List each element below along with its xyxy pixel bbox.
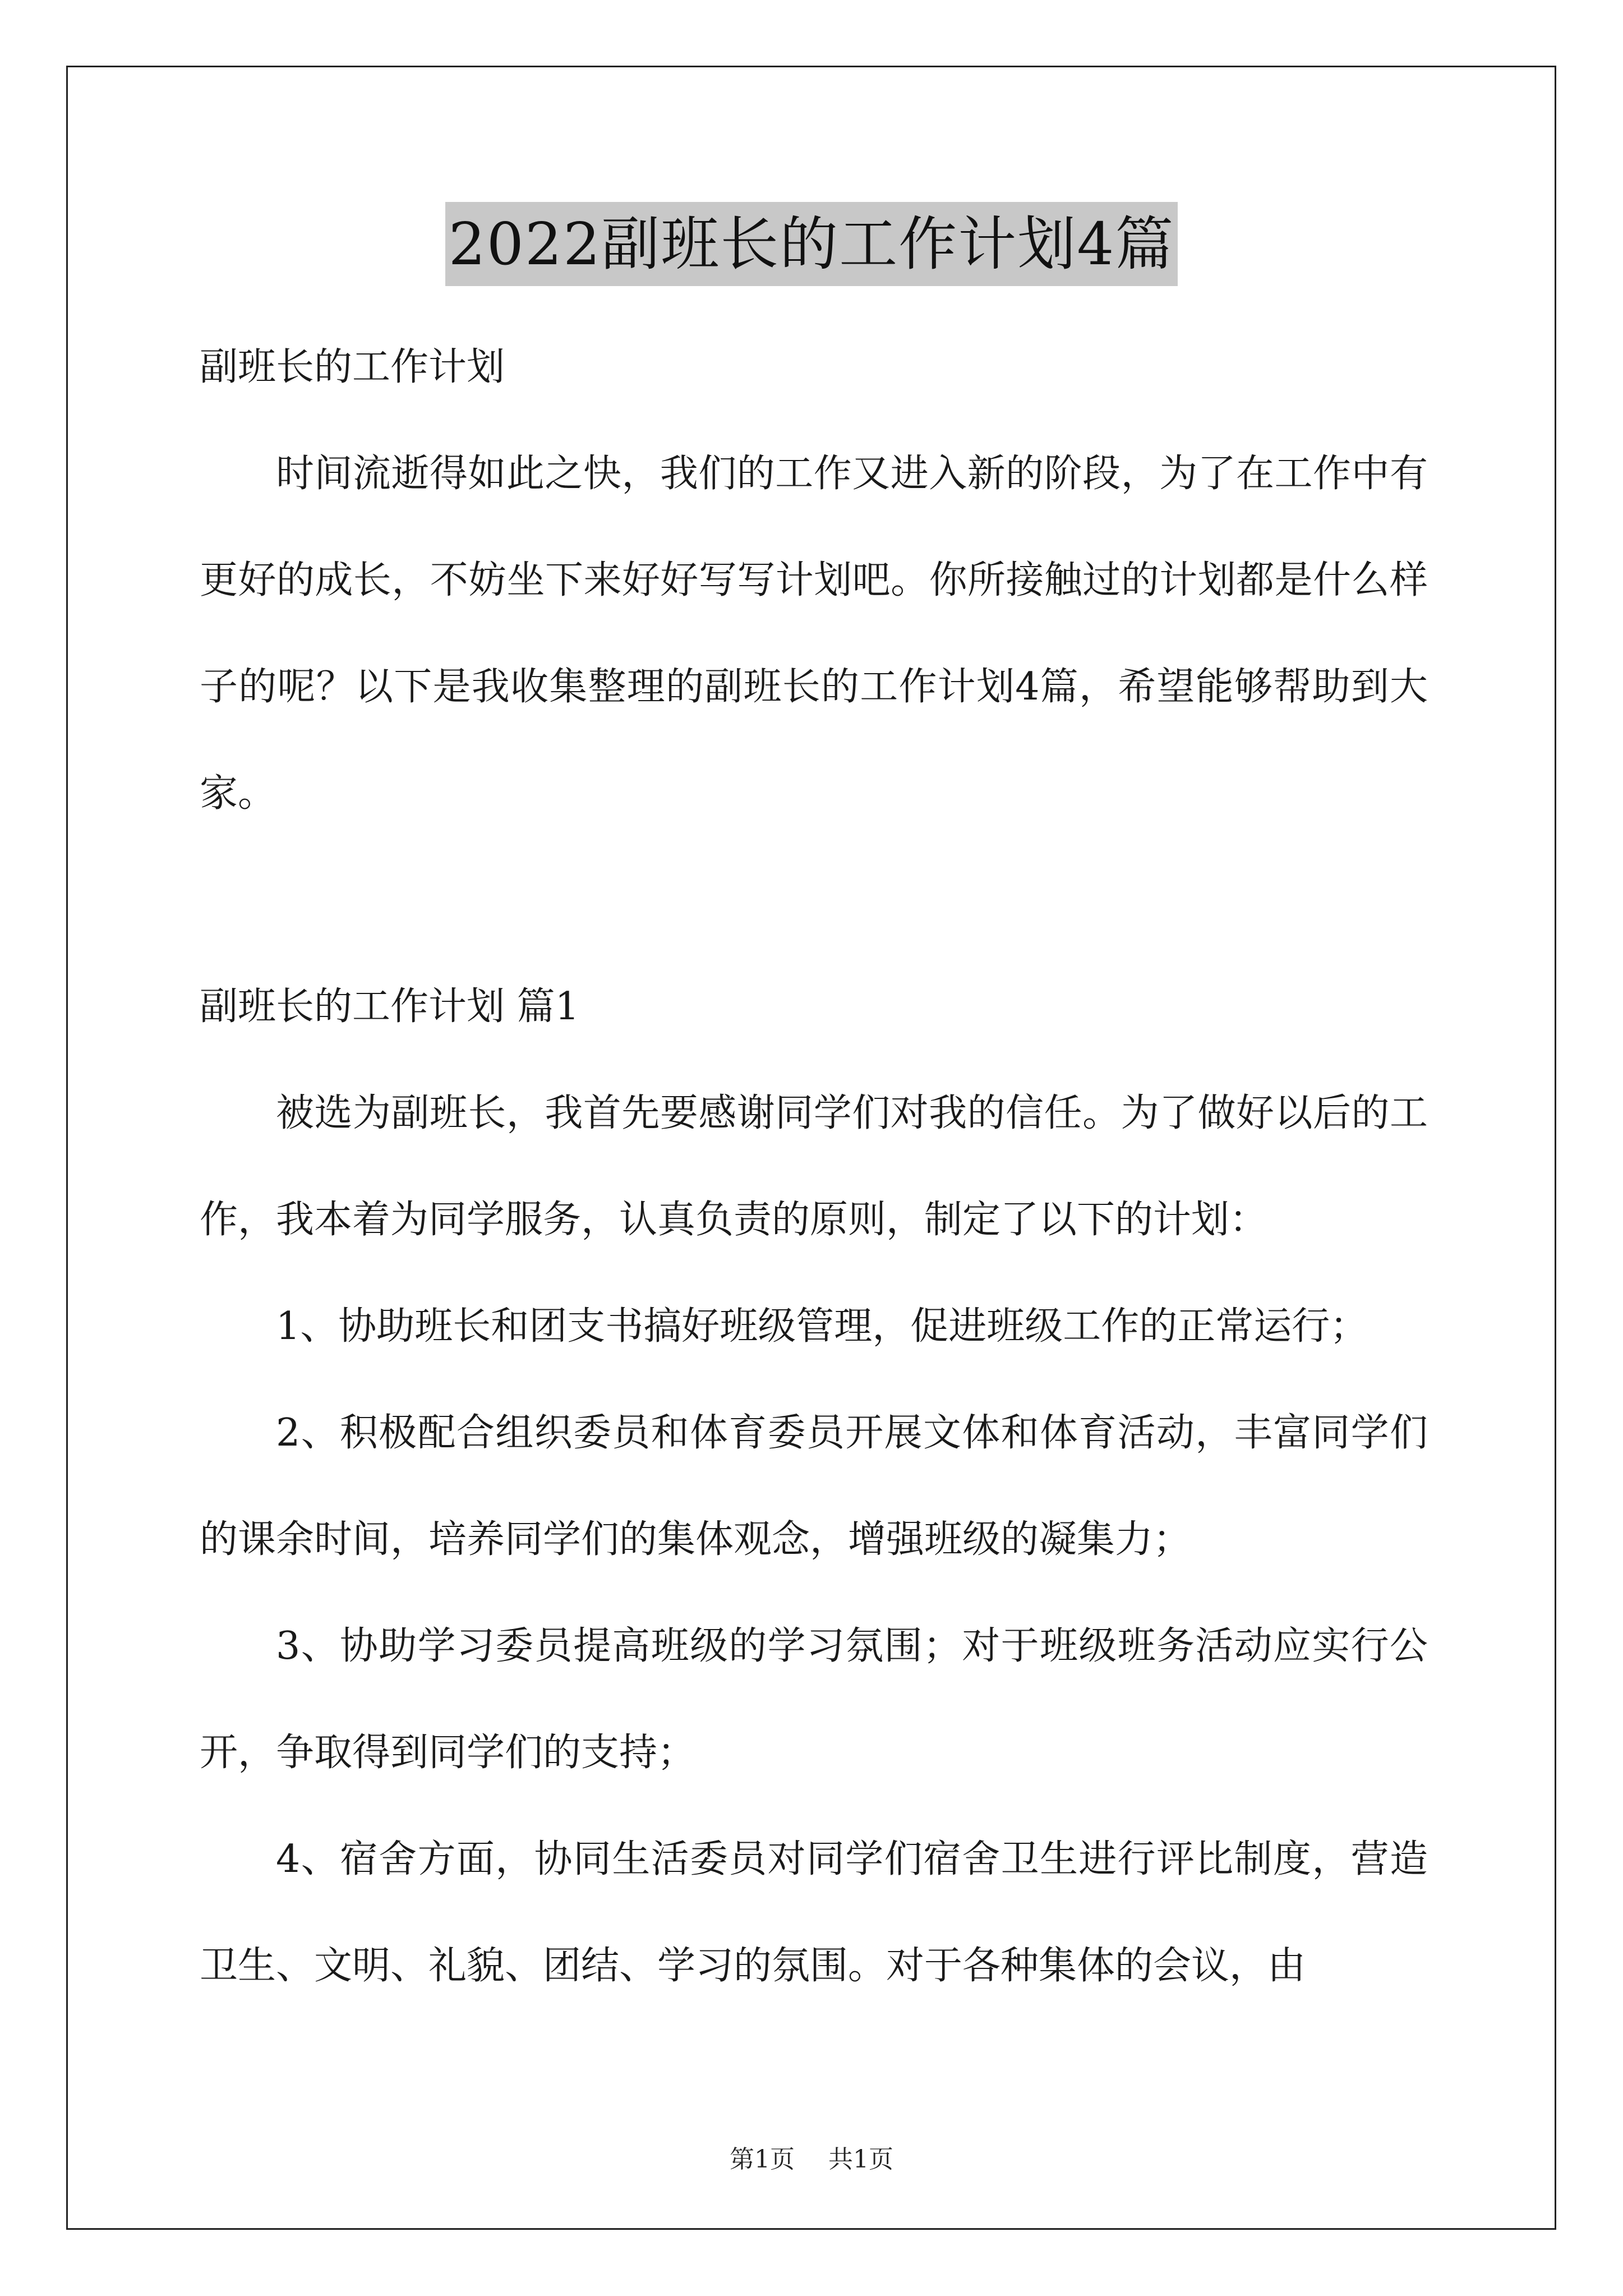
section-gap bbox=[200, 847, 1428, 954]
section-heading: 副班长的工作计划 篇1 bbox=[200, 984, 579, 1029]
body-paragraph: 4、宿舍方面，协同生活委员对同学们宿舍卫生进行评比制度，营造卫生、文明、礼貌、团结、学习的氛围。对于各种集体的会议，由 bbox=[200, 1837, 1428, 1988]
body-paragraph: 被选为副班长，我首先要感谢同学们对我的信任。为了做好以后的工作，我本着为同学服务，认真负责的原则，制定了以下的计划： bbox=[200, 1091, 1428, 1242]
title-container bbox=[0, 202, 1623, 286]
body-paragraph: 3、协助学习委员提高班级的学习氛围；对于班级班务活动应实行公开，争取得到同学们的支持； bbox=[200, 1624, 1428, 1775]
intro-heading: 副班长的工作计划 bbox=[200, 345, 505, 389]
body-paragraph: 1、协助班长和团支书搞好班级管理，促进班级工作的正常运行； bbox=[276, 1304, 1368, 1349]
page-footer bbox=[0, 2143, 1623, 2177]
page-number-current: 第1页 bbox=[730, 2145, 795, 2174]
page-number-total: 共1页 bbox=[828, 2145, 893, 2174]
document-body bbox=[200, 314, 1428, 2019]
body-paragraph: 2、积极配合组织委员和体育委员开展文体和体育活动，丰富同学们的课余时间，培养同学们的集体观念，增强班级的凝集力； bbox=[200, 1411, 1428, 1562]
document-title: 2022副班长的工作计划4篇 bbox=[445, 202, 1178, 286]
intro-paragraph: 时间流逝得如此之快，我们的工作又进入新的阶段，为了在工作中有更好的成长，不妨坐下来好好写写计划吧。你所接触过的计划都是什么样子的呢？以下是我收集整理的副班长的工作计划4篇，希望能够帮助到大家。 bbox=[200, 452, 1428, 816]
